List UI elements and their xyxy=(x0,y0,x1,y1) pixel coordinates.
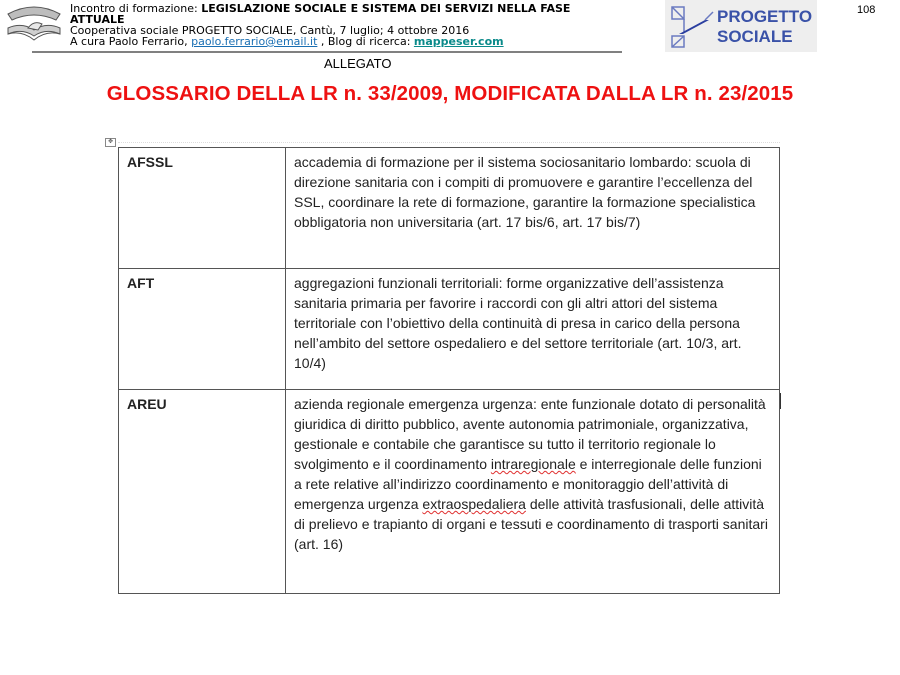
section-label: ALLEGATO xyxy=(324,56,392,71)
event-title-continued: ATTUALE xyxy=(70,13,125,26)
term-cell: AFT xyxy=(119,269,286,390)
progetto-sociale-logo xyxy=(665,0,817,52)
email-link[interactable]: paolo.ferrario@email.it xyxy=(191,35,318,48)
table-row xyxy=(119,390,780,594)
definition-text: azienda regionale emergenza urgenza: ente funzionale dotato di personalità giuridica di diritto pubblico, avente autonomia patrimoniale, organizzativa, gestionale e contabile che garantisce su tutto il territorio regionale lo svolgimento e il coordinamento xyxy=(294,396,766,472)
logo-text-line1: PROGETTO xyxy=(717,7,813,26)
table-gridline xyxy=(118,142,780,143)
event-title: LEGISLAZIONE SOCIALE E SISTEMA DEI SERVIZI NELLA FASE xyxy=(201,2,571,15)
table-row xyxy=(119,269,780,390)
blog-label: , Blog di ricerca: xyxy=(317,35,414,48)
term-cell: AFSSL xyxy=(119,148,286,269)
author-label: A cura Paolo Ferrario, xyxy=(70,35,192,48)
table-row xyxy=(119,148,780,269)
spellcheck-flagged-word: intraregionale xyxy=(490,456,576,472)
page-header xyxy=(70,3,570,47)
page-title: GLOSSARIO DELLA LR n. 33/2009, MODIFICATA DALLA LR n. 23/2015 xyxy=(106,82,794,105)
glossary-table xyxy=(118,147,780,594)
definition-text: e interregionale delle funzioni a rete relative all’indirizzo coordinamento e monitoraggio dell’attività di emergenza urgenza xyxy=(294,456,762,512)
definition-cell: aggregazioni funzionali territoriali: forme organizzative dell’assistenza sanitaria primaria per favorire i raccordi con gli altri attori del sistema territoriale con l’obiettivo della continuità di presa in carico della persona nell’ambito del settore ospedaliero e del settore territoriale (art. 10/3, art. 10/4) xyxy=(286,269,780,390)
page-number: 108 xyxy=(857,4,876,16)
definition-cell xyxy=(286,390,780,594)
logo-text-line2: SOCIALE xyxy=(717,27,793,46)
term-cell: AREU xyxy=(119,390,286,594)
event-label: Incontro di formazione: xyxy=(70,2,202,15)
definition-text: delle attività trasfusionali, delle attività di prelievo e trapianto di organi e tessuti e coordinamento di trasporti sanitari (art. 16) xyxy=(294,496,768,552)
text-cursor xyxy=(780,393,781,409)
blog-link[interactable]: mappeser.com xyxy=(413,35,504,48)
header-divider xyxy=(32,51,622,53)
progetto-sociale-logo-icon xyxy=(669,4,715,50)
cooperative-logo-icon xyxy=(4,2,64,44)
definition-cell: accademia di formazione per il sistema sociosanitario lombardo: scuola di direzione sanitaria con i compiti di promuovere e garantire l’eccellenza del SSL, coordinare la rete di formazione, garantire la formazione specialistica obbligatoria non universitaria (art. 17 bis/6, art. 17 bis/7) xyxy=(286,148,780,269)
table-move-handle-icon[interactable]: ✥ xyxy=(105,138,116,147)
event-details: Cooperativa sociale PROGETTO SOCIALE, Cantù, 7 luglio; 4 ottobre 2016 xyxy=(70,24,470,37)
spellcheck-flagged-word: extraospedaliera xyxy=(422,496,526,512)
